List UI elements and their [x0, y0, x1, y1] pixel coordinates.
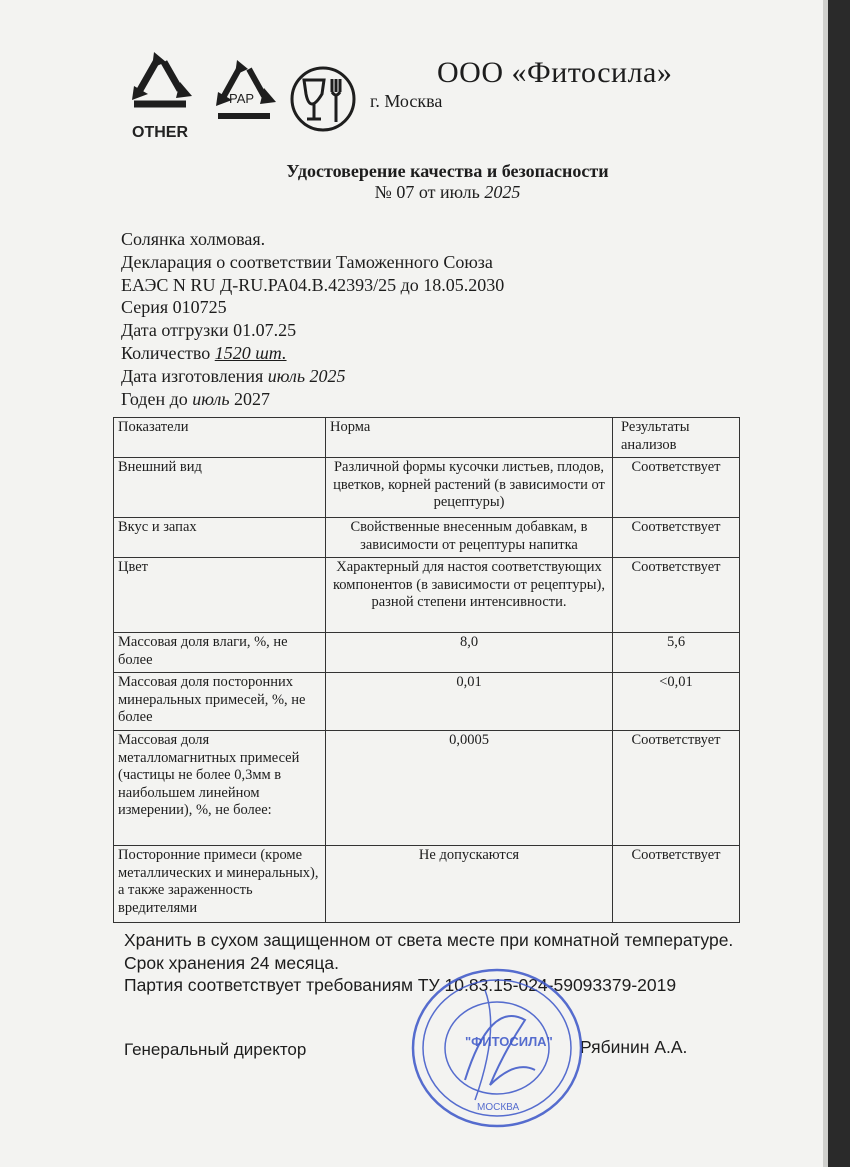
table-cell: Соответствует [613, 846, 740, 923]
packaging-symbols [118, 52, 378, 147]
table-cell: Свойственные внесенным добавкам, в зависимости от рецептуры напитка [326, 518, 613, 558]
table-row [114, 633, 740, 673]
document-number: № 07 от июль 2025 [374, 182, 521, 202]
company-city: г. Москва [370, 91, 443, 111]
table-cell: Соответствует [613, 518, 740, 558]
table-cell: Характерный для настоя соответствующих компонентов (в зависимости от рецептуры), разной степени интенсивности. [326, 558, 613, 633]
table-row [114, 673, 740, 731]
table-header: Результаты анализов [613, 418, 740, 458]
table-header: Показатели [114, 418, 326, 458]
table-row [114, 846, 740, 923]
glass-fork-icon [290, 64, 360, 136]
shelf-life-note: Срок хранения 24 месяца. [124, 952, 339, 973]
product-info [121, 228, 504, 410]
table-cell: 5,6 [613, 633, 740, 673]
table-cell: Цвет [114, 558, 326, 633]
stamp-city-text: МОСКВА [477, 1102, 520, 1113]
table-cell: 0,01 [326, 673, 613, 731]
signatory-role: Генеральный директор [124, 1040, 307, 1059]
table-cell: <0,01 [613, 673, 740, 731]
table-cell: Соответствует [613, 558, 740, 633]
quantity: Количество 1520 шт. [121, 342, 287, 363]
table-cell: Не допускаются [326, 846, 613, 923]
table-cell: 8,0 [326, 633, 613, 673]
company-stamp [395, 960, 605, 1130]
quality-table [113, 417, 740, 923]
signatory-name: Рябинин А.А. [580, 1037, 688, 1057]
product-name: Солянка холмовая. [121, 229, 266, 249]
document-title: Удостоверение качества и безопасности [286, 161, 609, 181]
manufacture-date: Дата изготовления июль 2025 [121, 365, 346, 386]
table-row [114, 518, 740, 558]
table-cell: Внешний вид [114, 458, 326, 518]
table-row [114, 458, 740, 518]
table-header-row [114, 418, 740, 458]
table-cell: Соответствует [613, 731, 740, 846]
declaration-number: ЕАЭС N RU Д-RU.PA04.B.42393/25 до 18.05.2030 [121, 274, 505, 295]
table-cell: 0,0005 [326, 731, 613, 846]
stamp-center-text: "ФИТОСИЛА" [465, 1034, 553, 1049]
table-cell: Соответствует [613, 458, 740, 518]
company-name: ООО «Фитосила» [437, 56, 673, 89]
table-row [114, 558, 740, 633]
table-cell: Различной формы кусочки листьев, плодов, цветков, корней растений (в зависимости от рецептуры) [326, 458, 613, 518]
table-cell: Массовая доля влаги, %, не более [114, 633, 326, 673]
storage-note: Хранить в сухом защищенном от света месте при комнатной температуре. [124, 930, 734, 950]
recycle-pap-label: PAP [229, 91, 255, 106]
table-cell: Массовая доля посторонних минеральных примесей, %, не более [114, 673, 326, 731]
table-row [114, 731, 740, 846]
shipment-date: Дата отгрузки 01.07.25 [121, 320, 297, 341]
conformity-note: Партия соответствует требованиям ТУ 10.83.15-024-59093379-2019 [124, 975, 677, 995]
expiry-date: Годен до июль 2027 [121, 388, 271, 409]
table-cell: Вкус и запах [114, 518, 326, 558]
table-cell: Массовая доля металломагнитных примесей (частицы не более 0,3мм в наибольшем линейном измерении), %, не более: [114, 731, 326, 846]
recycle-triangle-icon [118, 52, 202, 124]
declaration-line: Декларация о соответствии Таможенного Союза [121, 251, 493, 272]
series: Серия 010725 [121, 297, 227, 318]
recycle-other-label: OTHER [132, 124, 188, 141]
table-cell: Посторонние примеси (кроме металлических и минеральных), а также зараженность вредителями [114, 846, 326, 923]
table-header: Норма [326, 418, 613, 458]
